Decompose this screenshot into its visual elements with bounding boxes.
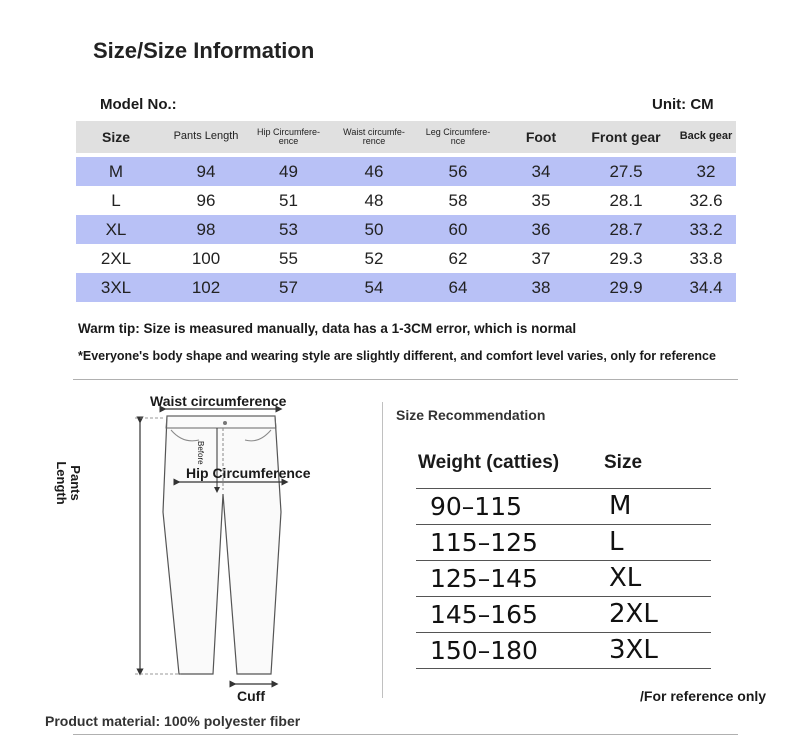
- unit-label: Unit: CM: [652, 96, 714, 113]
- recommended-size: 2XL: [609, 599, 658, 629]
- table-row: [76, 273, 736, 302]
- warm-tip: Warm tip: Size is measured manually, data has a 1-3CM error, which is normal: [78, 321, 577, 336]
- vertical-divider: [382, 402, 383, 698]
- divider: [73, 734, 738, 735]
- header-foot: Foot: [525, 128, 557, 145]
- cell: 64: [448, 277, 468, 297]
- cell: 60: [448, 219, 468, 239]
- recommended-size: 3XL: [609, 635, 658, 665]
- weight-range: 145–165: [430, 600, 538, 629]
- cuff-label: Cuff: [237, 688, 265, 704]
- table-row: [76, 186, 736, 215]
- cell: 102: [191, 277, 221, 297]
- pants-diagram: [105, 392, 335, 712]
- model-number-label: Model No.:: [100, 96, 177, 113]
- cell: 36: [531, 219, 551, 239]
- cell: 29.9: [609, 277, 643, 297]
- cell: 100: [191, 248, 221, 268]
- cell: 32: [696, 161, 716, 181]
- cell: 33.8: [689, 248, 723, 268]
- cell: 32.6: [689, 190, 723, 210]
- header-hip-circumference: Hip Circumfere- ence: [256, 126, 320, 146]
- size-recommendation-title: Size Recommendation: [396, 407, 546, 423]
- cell: 96: [196, 190, 216, 210]
- cell: 51: [279, 190, 298, 210]
- before-label: Before: [196, 441, 205, 465]
- table-row: [416, 488, 711, 524]
- page-title: Size/Size Information: [93, 38, 315, 63]
- cell: 35: [531, 190, 551, 210]
- cell: 48: [364, 190, 384, 210]
- pants-length-label: Pants Length: [54, 461, 83, 505]
- size-recommendation-table: [416, 488, 711, 669]
- waist-label: Waist circumference: [150, 393, 287, 409]
- size-table-header: [76, 121, 736, 153]
- cell: 33.2: [689, 219, 723, 239]
- cell: 34: [531, 161, 551, 181]
- header-size: Size: [101, 128, 130, 145]
- cell: XL: [105, 219, 127, 239]
- cell: 28.1: [609, 190, 643, 210]
- cell: 52: [364, 248, 384, 268]
- weight-header: Weight (catties): [418, 452, 560, 473]
- weight-range: 90–115: [430, 492, 523, 521]
- cell: 29.3: [609, 248, 643, 268]
- cell: 56: [448, 161, 468, 181]
- header-pants-length: Pants Length: [173, 130, 239, 143]
- recommended-size: XL: [609, 563, 642, 593]
- header-back-gear: Back gear: [679, 130, 733, 143]
- cell: 38: [531, 277, 551, 297]
- cell: 55: [279, 248, 298, 268]
- table-row: [416, 596, 711, 632]
- header-waist-circumference: Waist circumfe- rence: [343, 126, 405, 146]
- cell: 98: [196, 219, 216, 239]
- table-row: [416, 560, 711, 596]
- cell: 49: [279, 161, 298, 181]
- cell: 62: [448, 248, 468, 268]
- hip-label: Hip Circumference: [186, 465, 311, 481]
- header-leg-circumference: Leg Circumfere- nce: [425, 126, 491, 146]
- cell: 28.7: [609, 219, 643, 239]
- table-row: [416, 524, 711, 560]
- cell: 57: [279, 277, 298, 297]
- table-row: [76, 215, 736, 244]
- cell: 37: [531, 248, 551, 268]
- cell: 53: [279, 219, 298, 239]
- header-front-gear: Front gear: [591, 128, 661, 145]
- size-header: Size: [604, 452, 643, 473]
- product-material: Product material: 100% polyester fiber: [45, 713, 301, 729]
- cell: 50: [364, 219, 384, 239]
- table-row: [76, 244, 736, 273]
- recommended-size: M: [609, 491, 632, 521]
- cell: 46: [364, 161, 384, 181]
- reference-only-note: /For reference only: [640, 688, 767, 704]
- weight-range: 125–145: [430, 564, 538, 593]
- weight-range: 150–180: [430, 636, 538, 665]
- pants-outline: [163, 416, 281, 674]
- cell: L: [111, 190, 121, 210]
- reference-note: *Everyone's body shape and wearing style are slightly different, and comfort level varies, only for reference: [78, 349, 716, 363]
- table-row: [416, 632, 711, 669]
- cell: 54: [364, 277, 384, 297]
- recommended-size: L: [609, 527, 624, 557]
- cell: 58: [448, 190, 468, 210]
- cell: 34.4: [689, 277, 723, 297]
- weight-range: 115–125: [430, 528, 538, 557]
- cell: M: [108, 161, 124, 181]
- cell: 3XL: [100, 277, 132, 297]
- divider: [73, 379, 738, 380]
- cell: 27.5: [609, 161, 643, 181]
- size-table: [76, 121, 736, 302]
- table-row: [76, 157, 736, 186]
- cell: 94: [196, 161, 216, 181]
- cell: 2XL: [100, 248, 132, 268]
